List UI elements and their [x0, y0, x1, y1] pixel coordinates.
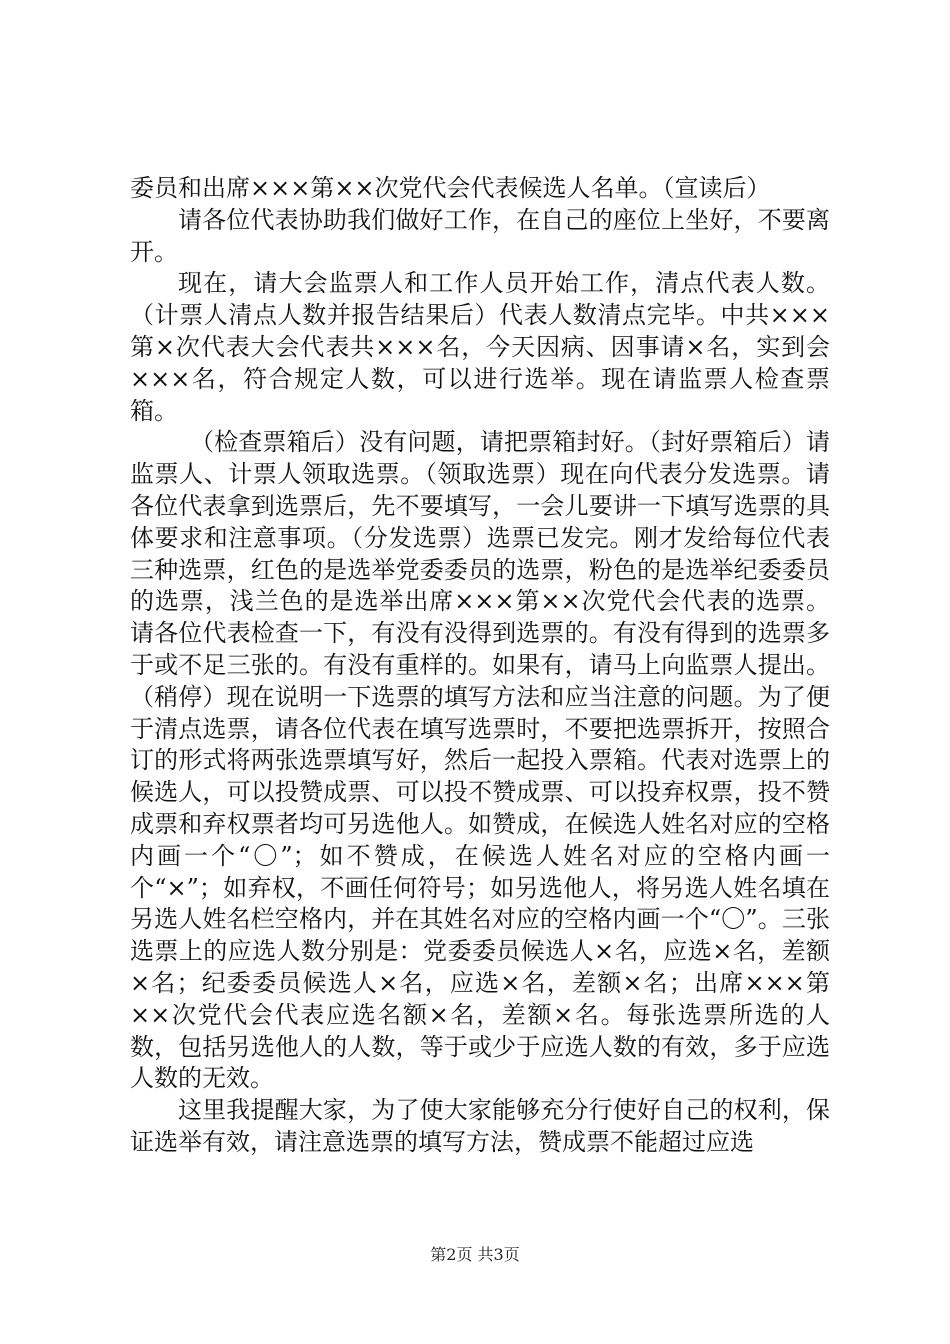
paragraph: 请各位代表协助我们做好工作，在自己的座位上坐好，不要离开。: [130, 205, 830, 266]
paragraph: 现在，请大会监票人和工作人员开始工作，清点代表人数。（计票人清点人数并报告结果后）代表人数清点完毕。中共×××第×次代表大会代表共×××名，今天因病、因事请×名，实到会×××名，符合规定人数，可以进行选举。现在请监票人检查票箱。: [130, 269, 830, 425]
paragraph: 委员和出席×××第××次党代会代表候选人名单。（宣读后）: [130, 174, 771, 202]
document-body: [130, 173, 830, 1159]
paragraph: 这里我提醒大家，为了使大家能够充分行使好自己的权利，保证选举有效，请注意选票的填写方法，赞成票不能超过应选: [130, 1096, 830, 1156]
page-footer: 第2页 共3页: [430, 1245, 520, 1264]
paragraph: （检查票箱后）没有问题，请把票箱封好。（封好票箱后）请监票人、计票人领取选票。（领取选票）现在向代表分发选票。请各位代表拿到选票后，先不要填写，一会儿要讲一下填写选票的具体要求和注意事项。（分发选票）选票已发完。刚才发给每位代表三种选票，红色的是选举党委委员的选票，粉色的是选举纪委委员的选票，浅兰色的是选举出席×××第××次党代会代表的选票。请各位代表检查一下，有没有没得到选票的。有没有得到的选票多于或不足三张的。有没有重样的。如果有，请马上向监票人提出。（稍停）现在说明一下选票的填写方法和应当注意的问题。为了便于清点选票，请各位代表在填写选票时，不要把选票拆开，按照合订的形式将两张选票填写好，然后一起投入票箱。代表对选票上的候选人，可以投赞成票、可以投不赞成票、可以投弃权票，投不赞成票和弃权票者均可另选他人。如赞成，在候选人姓名对应的空格内画一个“〇”；如不赞成，在候选人姓名对应的空格内画一个“×”；如弃权，不画任何符号；如另选他人，将另选人姓名填在另选人姓名栏空格内，并在其姓名对应的空格内画一个“〇”。三张选票上的应选人数分别是：党委委员候选人×名，应选×名，差额×名；纪委委员候选人×名，应选×名，差额×名；出席×××第××次党代会代表应选名额×名，差额×名。每张选票所选的人数，包括另选他人的人数，等于或少于应选人数的有效，多于应选人数的无效。: [130, 428, 830, 1093]
